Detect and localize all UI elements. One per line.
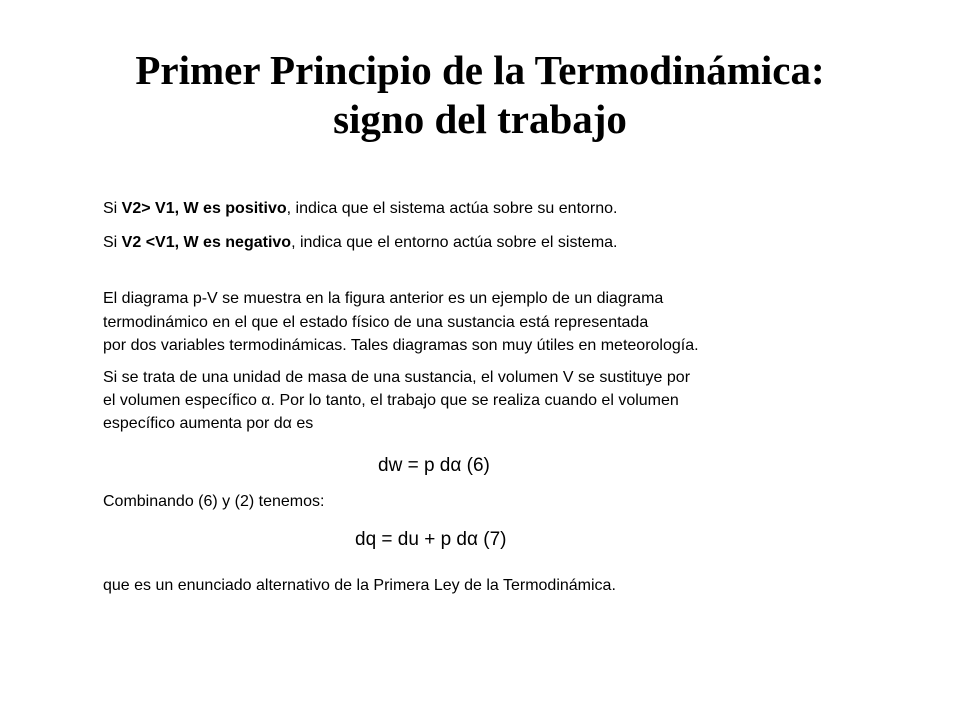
diagram-paragraph-line-2: termodinámico en el que el estado físico de una sustancia está representada bbox=[103, 314, 649, 331]
equation-7: dq = du + p dα (7) bbox=[355, 529, 507, 550]
slide-title-line-2: signo del trabajo bbox=[333, 96, 627, 142]
rule-positive-work bbox=[103, 197, 617, 221]
specific-volume-line-3: específico aumenta por dα es bbox=[103, 415, 314, 432]
conclusion-text: que es un enunciado alternativo de la Primera Ley de la Termodinámica. bbox=[103, 577, 616, 594]
rule-negative-prefix: Si bbox=[103, 234, 122, 251]
rule-negative-explanation: , indica que el entorno actúa sobre el sistema. bbox=[291, 234, 618, 251]
rule-negative-condition: V2 <V1, W es negativo bbox=[121, 234, 292, 251]
rule-positive-condition: V2> V1, W es positivo bbox=[121, 200, 287, 217]
equation-6: dw = p dα (6) bbox=[378, 455, 490, 476]
specific-volume-line-2: el volumen específico α. Por lo tanto, el trabajo que se realiza cuando el volumen bbox=[103, 392, 679, 409]
diagram-paragraph-line-1: El diagrama p-V se muestra en la figura anterior es un ejemplo de un diagrama bbox=[103, 290, 664, 307]
specific-volume-line-1: Si se trata de una unidad de masa de una sustancia, el volumen V se sustituye por bbox=[103, 369, 691, 386]
rule-positive-prefix: Si bbox=[103, 200, 122, 217]
rule-negative-work bbox=[103, 231, 618, 255]
diagram-paragraph-line-3: por dos variables termodinámicas. Tales diagramas son muy útiles en meteorología. bbox=[103, 337, 699, 354]
combining-text: Combinando (6) y (2) tenemos: bbox=[103, 493, 325, 510]
slide-title-line-1: Primer Principio de la Termodinámica: bbox=[135, 47, 825, 93]
rule-positive-explanation: , indica que el sistema actúa sobre su entorno. bbox=[286, 200, 618, 217]
